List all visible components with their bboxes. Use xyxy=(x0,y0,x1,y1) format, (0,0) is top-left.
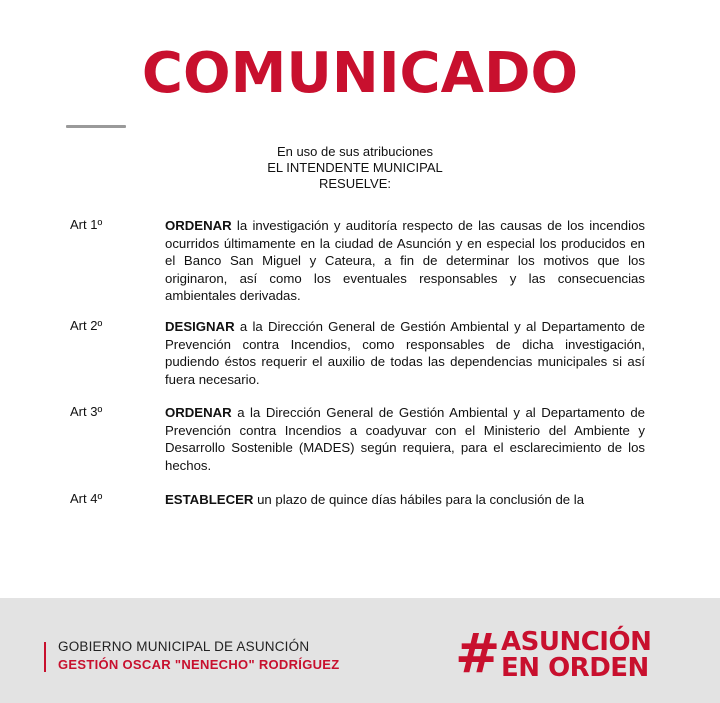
article-number: Art 2º xyxy=(70,318,103,333)
article-text: a la Dirección General de Gestión Ambiental y al Departamento de Prevención contra Incendios, como responsables de dicha investigación, pudiendo éstos requerir el auxilio de todas las dependencias municipales si así fuera necesario. xyxy=(165,319,645,387)
article-text: a la Dirección General de Gestión Ambiental y al Departamento de Prevención contra Incendios a coadyuvar con el Ministerio del Ambiente y Desarrollo Sostenible (MADES) según requiera, para el esclarecimiento de los hechos. xyxy=(165,405,645,473)
footer-divider xyxy=(44,642,46,672)
article-body xyxy=(165,404,645,474)
brand-line-2: EN ORDEN xyxy=(501,653,649,683)
article-body xyxy=(165,318,645,388)
hashtag-icon: # xyxy=(455,622,501,685)
article-number: Art 1º xyxy=(70,217,103,232)
preamble-line-1: En uso de sus atribuciones xyxy=(276,144,434,159)
article-text: un plazo de quince días hábiles para la conclusión de la xyxy=(253,492,585,507)
preamble xyxy=(200,144,510,192)
page-title: COMUNICADO xyxy=(141,41,579,106)
cut-text-fragment xyxy=(66,122,132,130)
article-verb: ESTABLECER xyxy=(165,492,254,507)
article-number: Art 4º xyxy=(70,491,103,506)
preamble-line-2: EL INTENDENTE MUNICIPAL xyxy=(267,160,443,175)
government-name: GOBIERNO MUNICIPAL DE ASUNCIÓN xyxy=(58,639,310,654)
brand-logo xyxy=(455,622,675,686)
article-text: la investigación y auditoría respecto de las causas de los incendios ocurridos últimamente en la ciudad de Asunción y en especial los producidos en el Banco San Miguel y Cateura, a fin de determinar los motivos que los originaron, así como los eventuales responsables y las consecuencias ambientales derivadas. xyxy=(165,218,645,303)
administration-name: GESTIÓN OSCAR "NENECHO" RODRÍGUEZ xyxy=(58,657,340,672)
article-number: Art 3º xyxy=(70,404,103,419)
footer xyxy=(0,598,720,703)
article-verb: ORDENAR xyxy=(165,405,232,420)
preamble-line-3: RESUELVE: xyxy=(318,176,391,191)
article-verb: ORDENAR xyxy=(165,218,232,233)
brand-line-1: ASUNCIÓN xyxy=(501,627,652,657)
article-body xyxy=(165,217,645,305)
article-verb: DESIGNAR xyxy=(165,319,235,334)
article-body xyxy=(165,491,645,509)
